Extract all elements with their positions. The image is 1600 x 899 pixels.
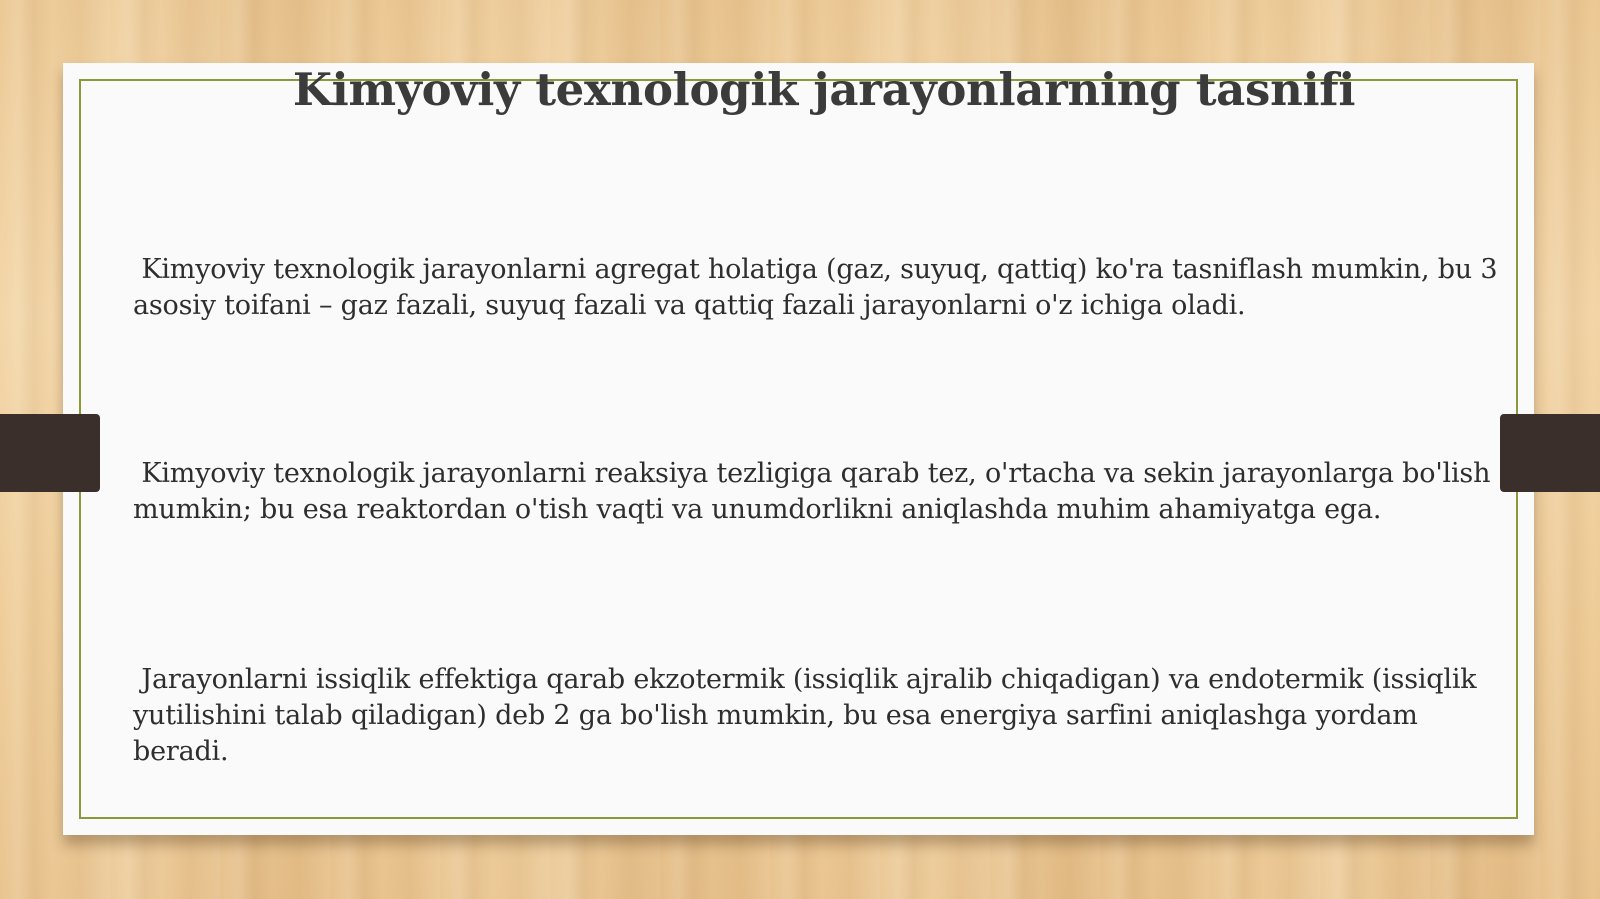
paragraph-thermal-effect: Jarayonlarni issiqlik effektiga qarab ekzotermik (issiqlik ajralib chiqadigan) va endotermik (issiqlik yutilishini talab qiladigan) deb 2 ga bo'lish mumkin, bu esa energiya sarfini aniqlashga yordam beradi. (133, 664, 1485, 767)
paragraph-reaction-rate: Kimyoviy texnologik jarayonlarni reaksiya tezligiga qarab tez, o'rtacha va sekin jarayonlarga bo'lish mumkin; bu esa reaktordan o'tish vaqti va unumdorlikni aniqlashda muhim ahamiyatga ega. (133, 458, 1499, 525)
paragraph-aggregate-state: Kimyoviy texnologik jarayonlarni agregat holatiga (gaz, suyuq, qattiq) ko'ra tasniflash mumkin, bu 3 asosiy toifani – gaz fazali, suyuq fazali va qattiq fazali jarayonlarni o'z ichiga oladi. (133, 254, 1506, 321)
left-decorative-tab (0, 414, 100, 492)
right-decorative-tab (1500, 414, 1600, 492)
slide-title: Kimyoviy texnologik jarayonlarning tasnifi (292, 63, 1356, 116)
